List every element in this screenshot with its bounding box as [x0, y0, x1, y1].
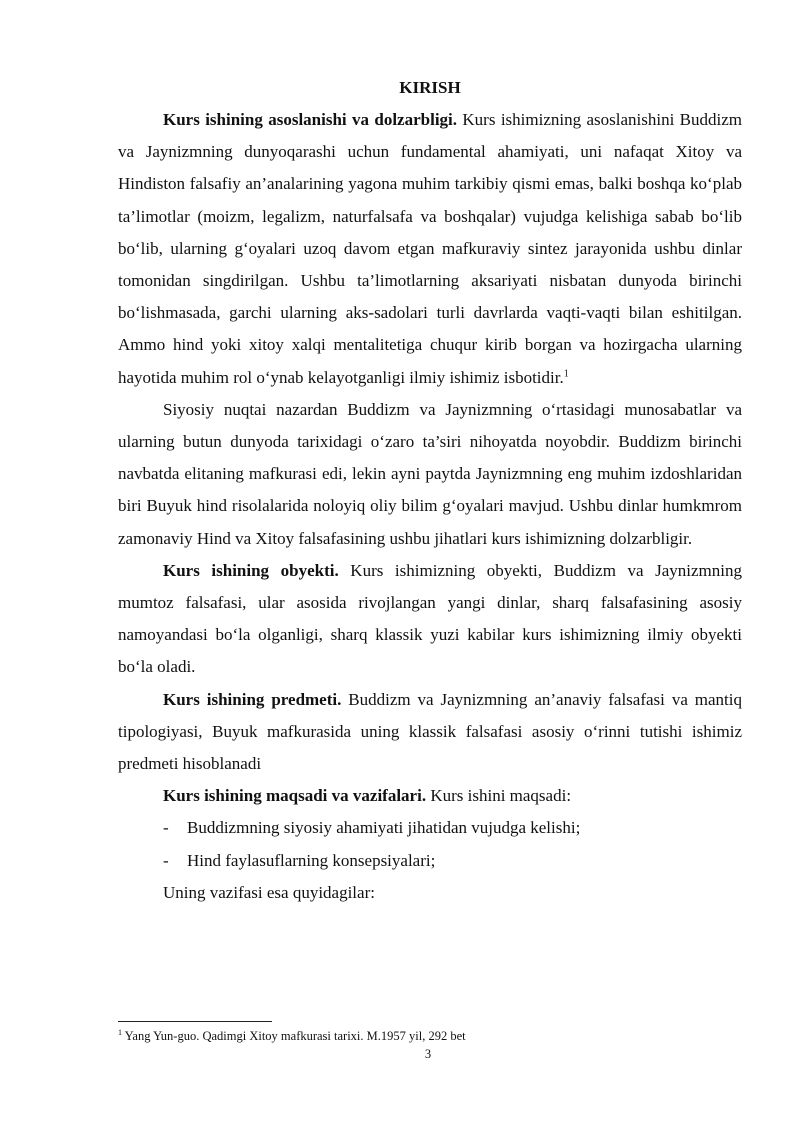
paragraph-text: Kurs ishimizning obyekti, Buddizm va Jaynizmning mumtoz falsafasi, ular asosida rivojlangan yangi dinlar, sharq falsafasining asosiy namoyandasi bo‘la olganligi, sharq klassik yuzi kabilar kurs ishimizning ilmiy obyekti bo‘la oladi. — [118, 560, 743, 677]
list-item-text: Hind faylasuflarning konsepsiyalari; — [187, 850, 436, 870]
section-title: KIRISH — [399, 78, 461, 97]
paragraph-heading: Kurs ishining obyekti. — [163, 560, 339, 580]
footnote-reference[interactable]: 1 — [563, 367, 569, 379]
footnote-marker: 1 — [118, 1027, 122, 1037]
paragraph-tasks — [118, 877, 742, 909]
paragraph-political — [118, 394, 742, 555]
paragraph-object — [118, 555, 742, 684]
paragraph-text: Uning vazifasi esa quyidagilar: — [163, 882, 375, 902]
list-item — [118, 845, 742, 877]
paragraph-heading: Kurs ishining maqsadi va vazifalari. — [163, 786, 427, 806]
page-number: 3 — [424, 1047, 432, 1061]
list-dash: - — [163, 850, 169, 870]
paragraph-text: Kurs ishini maqsadi: — [426, 786, 572, 806]
paragraph-heading: Kurs ishining asoslanishi va dolzarbligi. — [163, 110, 458, 129]
paragraph-goals — [118, 780, 742, 812]
paragraph-text: Kurs ishimizning asoslanishini Buddizm va Jaynizmning dunyoqarashi uchun fundamental ahamiyati, uni nafaqat Xitoy va Hindiston falsafiy an’analarining yagona muhim tarkibiy qismi emas, balki boshqa ko‘plab ta’limotlar (moizm, legalizm, naturfalsafa va boshqalar) vujudga kelishiga sabab bo‘lib bo‘lib, ularning g‘oyalari uzoq davom etgan mafkuraviy sintez jarayonida ushbu dinlar tomonidan singdirilgan. Ushbu ta’limotlarning aksariyati nisbatan dunyoda birinchi bo‘lishmasada, garchi ularning aks-sadolari turli davrlarda vaqti-vaqti bilan eshitilgan. Ammo hind yoki xitoy xalqi mentalitetiga chuqur kirib borgan va hozirgacha ularning hayotida muhim rol o‘ynab kelayotganligi ilmiy ishimiz isbotidir. — [118, 110, 742, 387]
list-item-text: Buddizmning siyosiy ahamiyati jihatidan vujudga kelishi; — [187, 818, 581, 838]
page-body — [118, 72, 742, 909]
list-item — [118, 812, 742, 844]
paragraph-relevance — [118, 104, 742, 394]
footnote — [118, 1028, 738, 1044]
paragraph-heading: Kurs ishining predmeti. — [163, 689, 342, 709]
paragraph-text: Siyosiy nuqtai nazardan Buddizm va Jaynizmning o‘rtasidagi munosabatlar va ularning butun dunyoda tarixidagi o‘zaro ta’siri nihoyatda noyobdir. Buddizm birinchi navbatda elitaning mafkurasi edi, lekin ayni paytda Jaynizmning eng muhim izdoshlaridan biri Buyuk hind risolalarida noloyiq oliy bilim g‘oyalari mavjud. Ushbu dinlar humkmrom zamonaviy Hind va Xitoy falsafasining ushbu jihatlari kurs ishimizning dolzarbligir. — [118, 399, 742, 548]
paragraph-subject — [118, 684, 742, 781]
list-dash: - — [163, 818, 169, 838]
footnote-separator — [118, 1021, 272, 1022]
footnote-text: Yang Yun-guo. Qadimgi Xitoy mafkurasi tarixi. M.1957 yil, 292 bet — [122, 1029, 466, 1043]
paragraph-text: Buddizm va Jaynizmning an’anaviy falsafasi va mantiq tipologiyasi, Buyuk mafkurasida uning klassik falsafasi asosiy o‘rinni tutishi ishimiz predmeti hisoblanadi — [118, 689, 742, 774]
